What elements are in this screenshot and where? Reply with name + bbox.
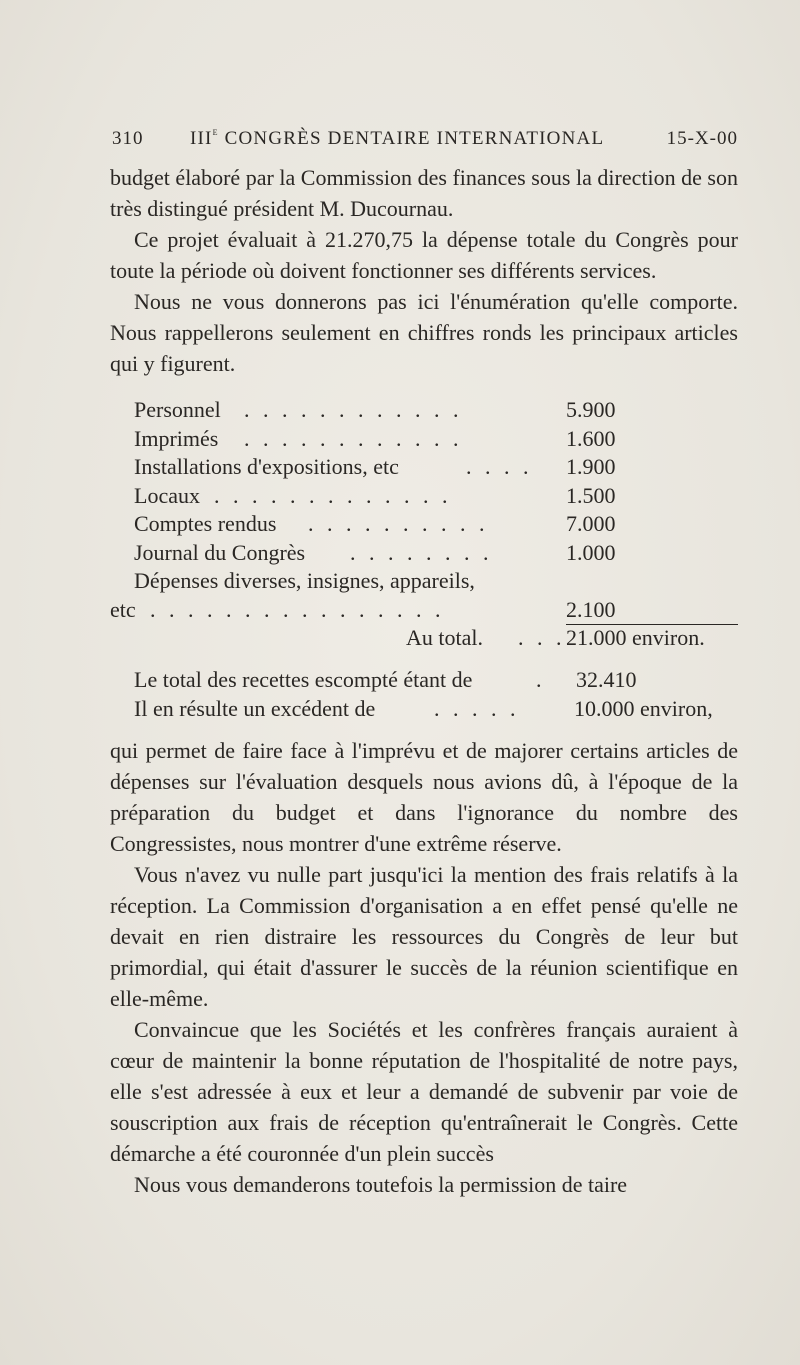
budget-value: 1.000 (566, 539, 616, 565)
running-header (112, 128, 738, 154)
budget-label: Comptes rendus (134, 511, 277, 536)
budget-total-row (110, 624, 750, 658)
budget-table (110, 396, 750, 723)
leader-dots: . . . . . . . . (350, 539, 493, 565)
budget-value: 5.900 (566, 397, 616, 422)
budget-label: Locaux (134, 482, 200, 508)
leader-dots: . . . . . . . . . . . . . (214, 482, 452, 508)
surplus-label: Il en résulte un excédent de (134, 695, 376, 721)
leader-dots: . . . (518, 625, 566, 650)
budget-value: 1.500 (566, 482, 616, 508)
budget-row (110, 567, 750, 596)
budget-value: 2.100 (566, 596, 738, 626)
paragraph: Ce projet évaluait à 21.270,75 la dépense totale du Congrès pour toute la période où doivent fonctionner ses différents services. (110, 227, 738, 283)
leader-dots: . . . . (466, 454, 533, 479)
paragraph: budget élaboré par la Commission des finances sous la direction de son très distingué président M. Ducournau. (110, 165, 738, 221)
spacer (110, 658, 750, 666)
leader-dots: . . . . . . . . . . . . . . . . (150, 596, 445, 622)
total-value: 21.000 environ. (566, 625, 705, 650)
running-title: IIIe CONGRÈS DENTAIRE INTERNATIONAL (190, 126, 605, 149)
receipts-label: Le total des recettes escompté étant de (134, 667, 473, 692)
leader-dots: . . . . . (434, 695, 520, 721)
budget-row (110, 453, 750, 482)
leader-dots: . (536, 667, 546, 692)
budget-row (110, 539, 750, 568)
receipts-value: 32.410 (576, 667, 637, 692)
total-label: Au total. (406, 625, 483, 650)
budget-row (110, 396, 750, 425)
budget-label: Journal du Congrès (134, 539, 306, 565)
budget-value: 1.900 (566, 454, 616, 479)
budget-value: 1.600 (566, 425, 616, 451)
budget-value: 7.000 (566, 511, 616, 536)
budget-row (110, 425, 750, 454)
receipts-row (110, 666, 750, 695)
leader-dots: . . . . . . . . . . . . (244, 397, 463, 422)
budget-label: Personnel (134, 397, 221, 422)
budget-row (110, 596, 750, 625)
surplus-row (110, 695, 750, 724)
budget-label: Installations d'expositions, etc (134, 454, 399, 479)
paragraph: qui permet de faire face à l'imprévu et de majorer certains articles de dépenses sur l'évaluation desquels nous avions dû, à l'époque de la préparation du budget et dans l'ignorance du nombre des Congressistes, nous montrer d'une extrême réserve. (110, 738, 738, 856)
paragraph: Convaincue que les Sociétés et les confrères français auraient à cœur de maintenir la bonne réputation de l'hospitalité de notre pays, elle s'est adressée à eux et leur a demandé de subvenir par voie de souscription aux frais de réception qu'entraînerait le Congrès. Cette démarche a été couronnée d'un plein succès (110, 1017, 738, 1166)
budget-label: Imprimés (134, 425, 219, 451)
page-number: 310 (112, 128, 144, 149)
leader-dots: . . . . . . . . . . (308, 511, 489, 536)
body-text-top (110, 162, 738, 379)
budget-row (110, 510, 750, 539)
paragraph: Nous vous demanderons toutefois la permission de taire (134, 1172, 628, 1197)
budget-label: Dépenses diverses, insignes, appareils, (134, 568, 475, 593)
budget-label: etc (110, 596, 136, 622)
leader-dots: . . . . . . . . . . . . (244, 425, 463, 451)
paragraph: Vous n'avez vu nulle part jusqu'ici la mention des frais relatifs à la réception. La Commission d'organisation a en effet pensé qu'elle ne devait en rien distraire les ressources du Congrès de leur but primordial, qui était d'assurer le succès de la réunion scientifique en elle-même. (110, 862, 738, 1011)
budget-row (110, 482, 750, 511)
header-date: 15-X-00 (666, 128, 738, 149)
paragraph: Nous ne vous donnerons pas ici l'énumération qu'elle comporte. Nous rappellerons seulement en chiffres ronds les principaux articles qui y figurent. (110, 289, 738, 376)
surplus-value: 10.000 environ, (574, 695, 713, 721)
body-text-bottom (110, 735, 738, 1200)
